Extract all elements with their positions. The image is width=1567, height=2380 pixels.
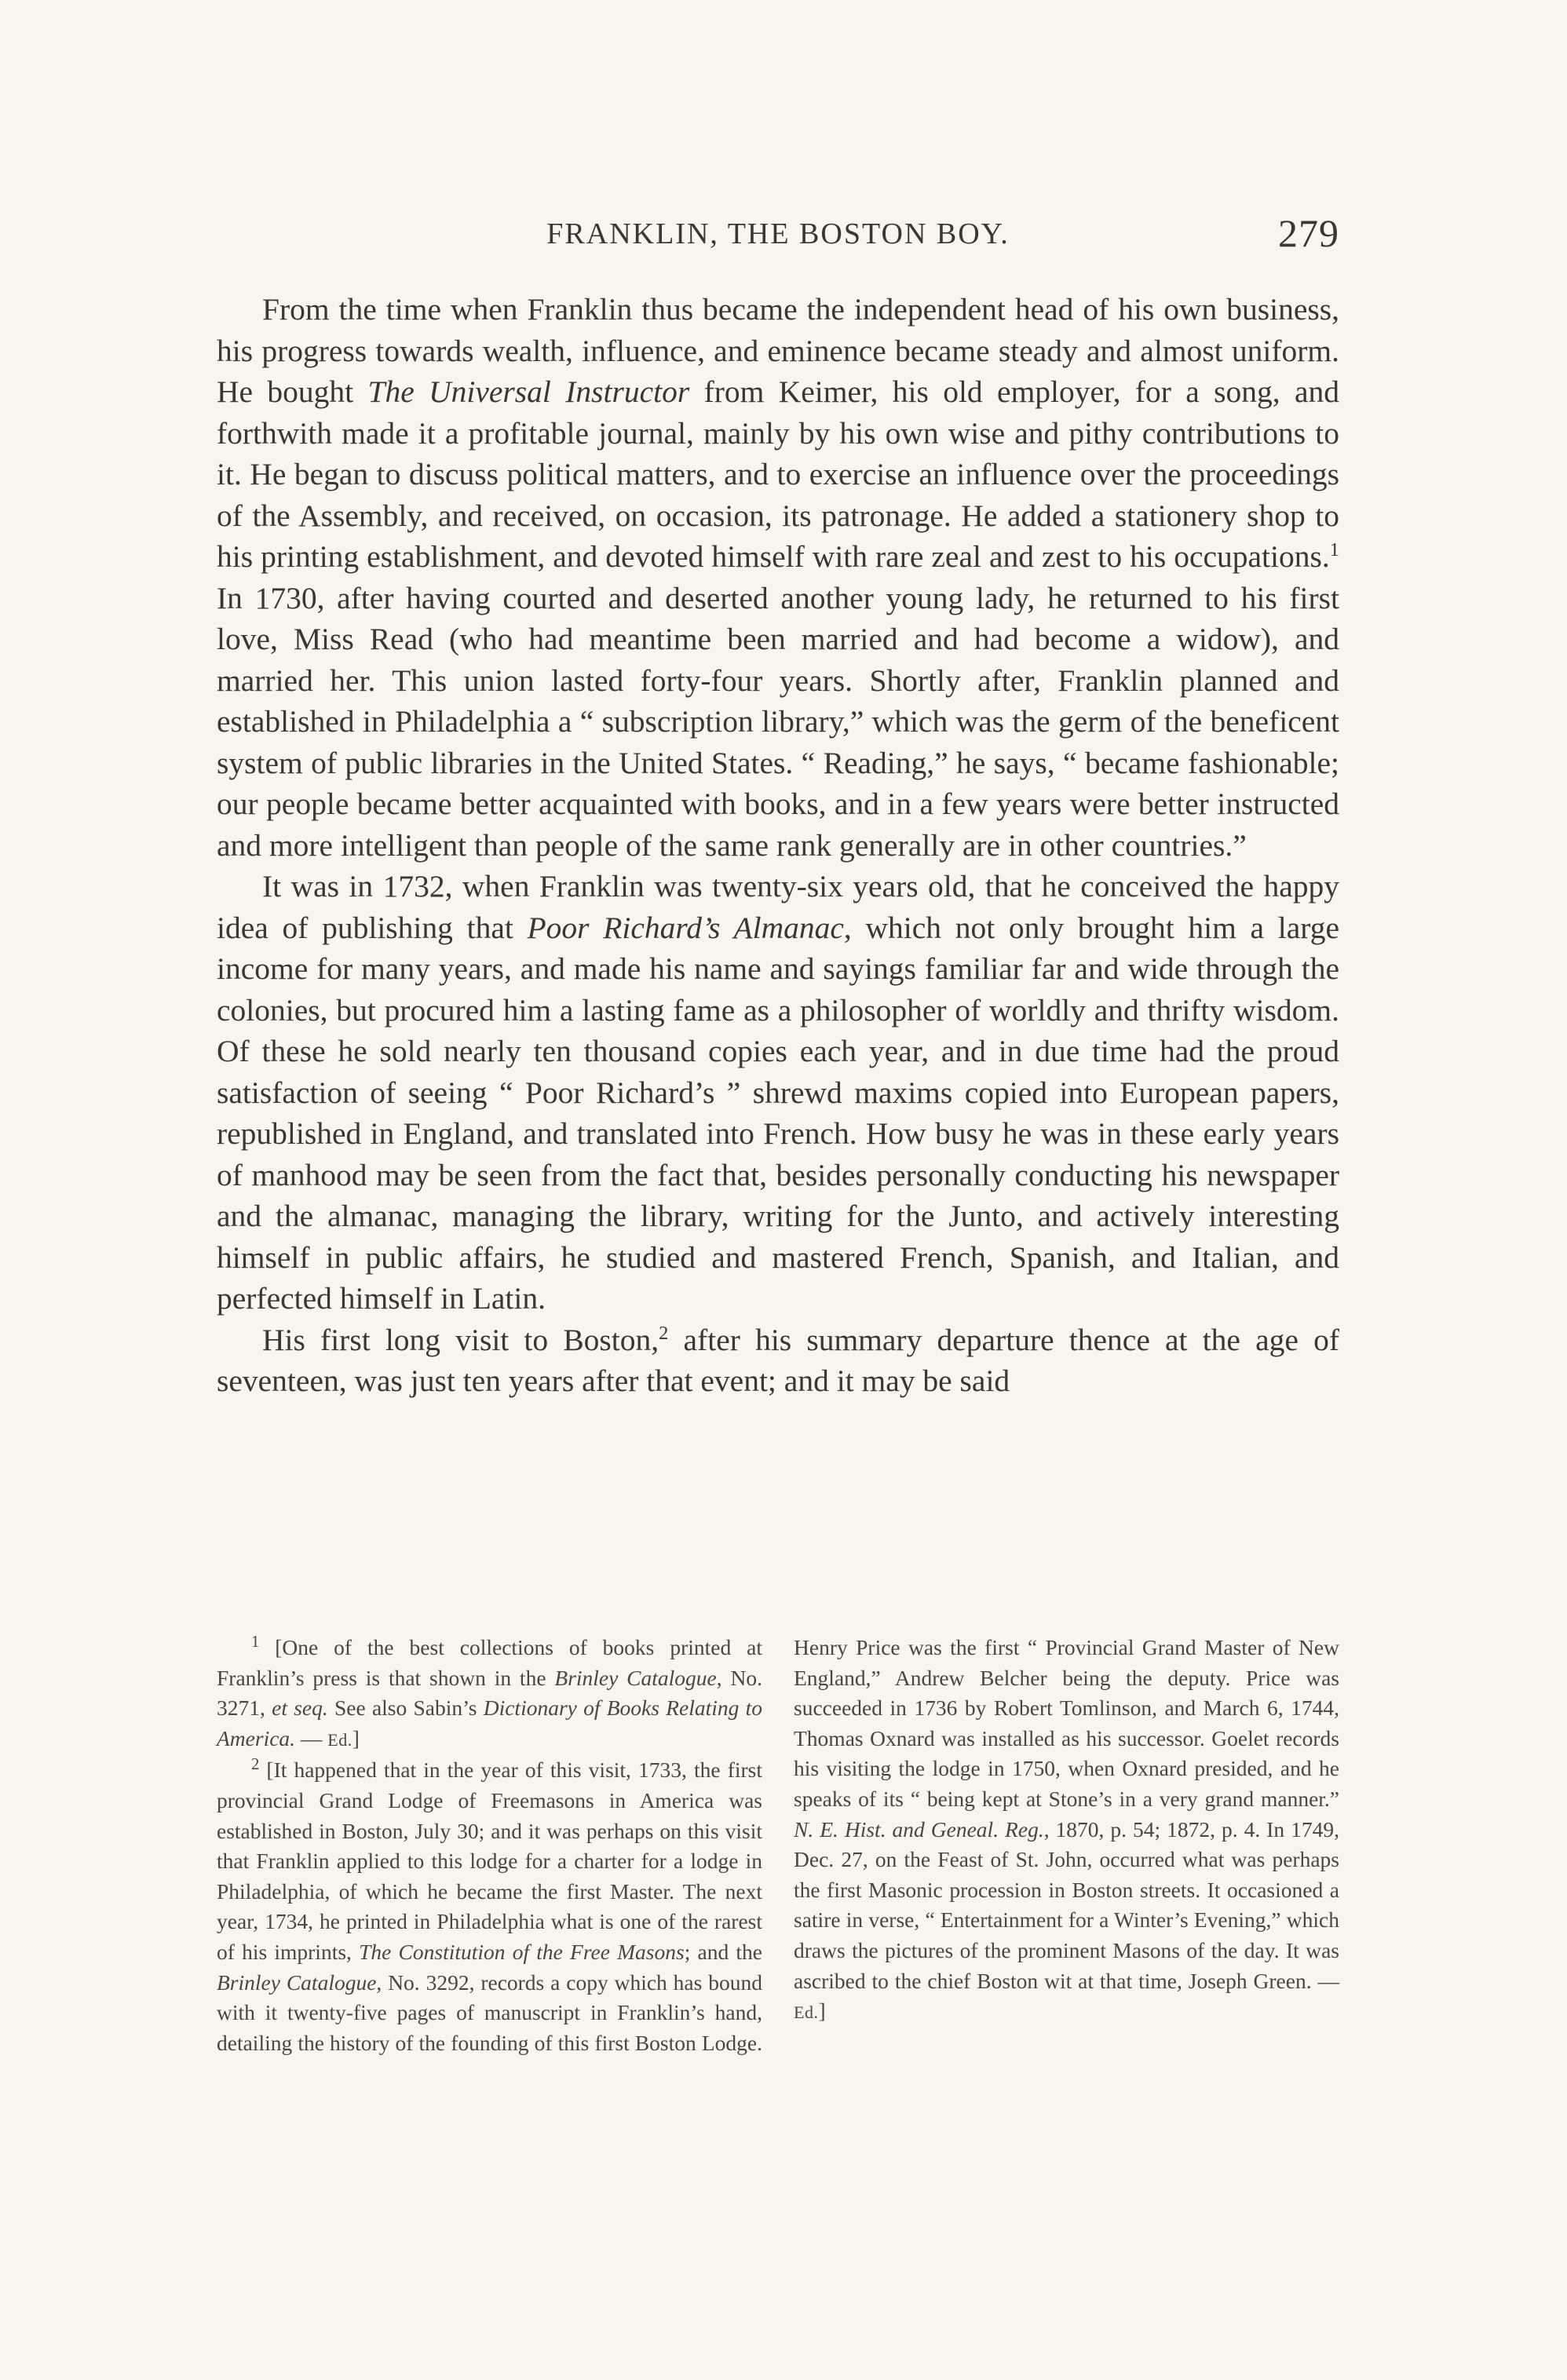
running-title: FRANKLIN, THE BOSTON BOY. [546,217,1010,250]
footnote-1-title-dictionary: Dictionary of Books Relating to America. [217,1696,762,1750]
paragraph-2 [217,866,1339,1320]
paragraph-1-text-e: In 1730, after having courted and deserted another young lady, he returned to his first love, Miss Read (who had meantime been married and had become a widow), and married her. This union lasted forty-four years. Shortly after, Franklin planned and established in Philadelphia a “ subscription library,” which was the germ of the beneficent system of public libraries in the United States. “ Reading,” he says, “ became fashionable; our people became better acquainted with books, and in a few years were better instructed and more intelligent than people of the same rank generally are in other countries.” [217,580,1339,863]
paragraph-2-text-c: , which not only brought him a large income for many years, and made his name and sayings familiar far and wide through the colonies, but procured him a lasting fame as a philosopher of worldly and thrifty wisdom. Of these he sold nearly ten thousand copies each year, and in due time had the proud satisfaction of seeing “ Poor Richard’s ” shrewd maxims copied into European papers, republished in England, and translated into French. How busy he was in these early years of manhood may be seen from the fact that, besides personally conducting his newspaper and the almanac, managing the library, writing for the Junto, and actively interesting himself in public affairs, he studied and mastered French, Spanish, and Italian, and perfected himself in Latin. [217,910,1340,1316]
paragraph-1-text-c: from Keimer, his old employer, for a song, and forthwith made it a profitable journal, mainly by his own wise and pithy contributions to it. He began to discuss political matters, and to exercise an influence over the proceedings of the Assembly, and received, on occasion, its patronage. He added a stationery shop to his printing establishment, and devoted himself with rare zeal and zest to his occupations. [217,374,1339,574]
footnote-1-editor: Ed. [327,1729,352,1750]
page-number: 279 [1278,211,1339,255]
paragraph-1 [217,289,1339,866]
footnote-2-text-a: [It happened that in the year of this visit, 1733, the first provincial Grand Lodge of Freemasons in America was established in Boston, July 30; and it was perhaps on this visit that Franklin applied to this lodge for a charter for a lodge in Philadelphia, of which he became the first Master. The next year, 1734, he printed in Philadelphia what is one of the rarest of his imprints, [217,1758,762,1964]
footnote-1-text-e: See also Sabin’s [327,1696,484,1721]
footnote-2-editor: Ed. [794,2002,819,2023]
paragraph-1-text-a: From the time when Franklin thus became the independent head of his own business, his progress towards wealth, influence, and eminence became steady and almost uniform. He bought [217,292,1339,409]
footnote-1-mark: 1 [251,1633,260,1651]
footnote-1-close: ] [352,1725,360,1750]
paragraph-3-text-a: His first long visit to Boston, [262,1322,659,1357]
title-poor-richards-almanac: Poor Richard’s Almanac [527,910,844,945]
title-universal-instructor: The Universal Instructor [367,374,690,409]
footnote-ref-1: 1 [1329,538,1339,560]
footnotes [217,1633,1339,2058]
paragraph-3-text-c: after his summary departure thence at the age of seventeen, was just ten years after that event; and it may be said [217,1322,1339,1398]
footnote-2-title-constitution: The Constitution of the Free Masons [359,1939,685,1964]
footnote-1-title-brinley: Brinley Catalogue [554,1665,717,1690]
paragraph-2-text-a: It was in 1732, when Franklin was twenty-six years old, that he conceived the happy idea of publishing that [217,869,1339,945]
footnote-2-close: ] [818,1999,826,2024]
footnote-2-mark: 2 [251,1756,260,1774]
body-text [217,289,1339,1402]
footnote-ref-2: 2 [659,1322,669,1344]
footnote-2-title-brinley: Brinley Catalogue [217,1969,377,1995]
footnote-2-text-g: , 1870, p. 54; 1872, p. 4. In 1749, Dec. 27, on the Feast of St. John, occurred what was perhaps the first Masonic procession in Boston streets. It occasioned a satire in verse, “ Entertainment for a Winter’s Evening,” which draws the pictures of the prominent Masons of the day. It was ascribed to the chief Boston wit at that time, Joseph Green. — [794,1816,1339,1993]
footnote-1 [217,1633,762,1755]
footnote-2-title-register: N. E. Hist. and Geneal. Reg. [794,1816,1044,1842]
footnote-2-text-e: , No. 3292, records a copy which has bound with it twenty-five pages of manuscript in Franklin’s hand, detailing the history of the founding of this first Boston Lodge. Henry Price was the first “ Provincial Grand Master of New England,” Andrew Belcher being the deputy. Price was succeeded in 1736 by Robert Tomlinson, and March 6, 1744, Thomas Oxnard was installed as his successor. Goelet records his visiting the lodge in 1750, when Oxnard presided, and he speaks of its “ being kept at Stone’s in a very grand manner.” [217,1635,1339,2055]
running-head [217,210,1339,257]
paragraph-3 [217,1320,1339,1402]
footnote-1-text-c: , No. 3271, [217,1665,762,1721]
footnote-1-text-a: [One of the best collections of books printed at Franklin’s press is that shown in the [217,1635,762,1690]
footnote-1-dash: — [295,1725,328,1750]
footnote-2-text-c: ; and the [684,1939,762,1964]
footnote-1-et-seq: et seq. [272,1696,328,1721]
